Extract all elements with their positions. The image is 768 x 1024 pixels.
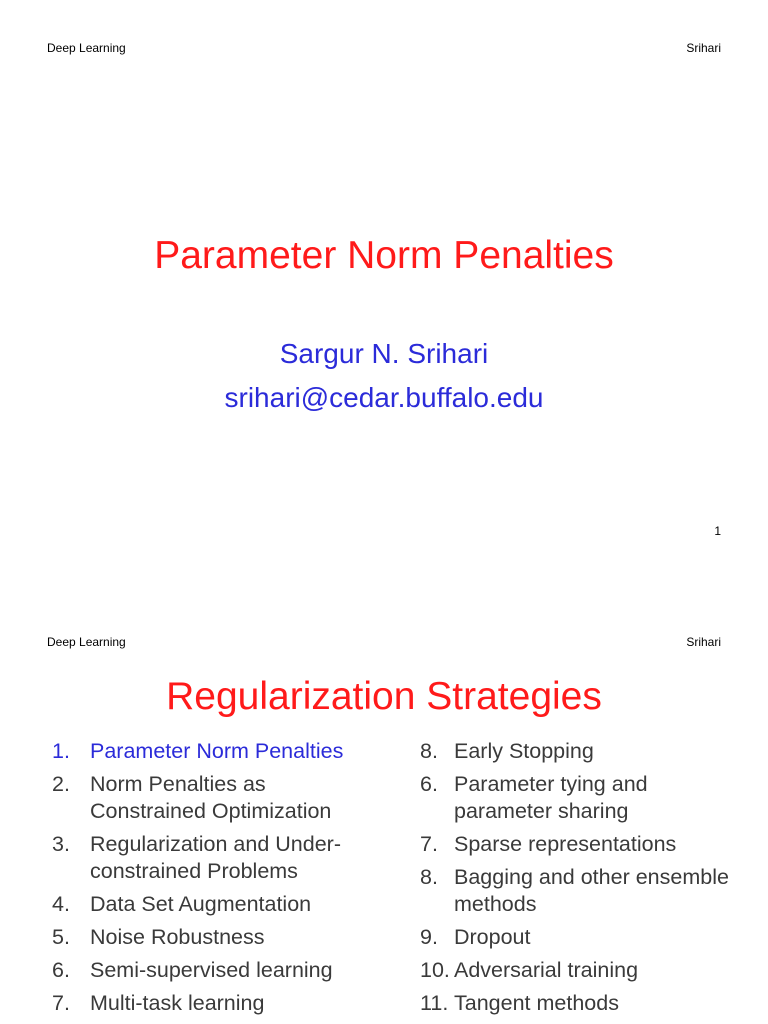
list-item-label: Multi-task learning (90, 991, 265, 1015)
list-item-number: 1. (52, 739, 70, 763)
slide-2 (0, 590, 768, 1024)
list-item (420, 924, 750, 951)
header-author: Srihari (686, 635, 721, 649)
list-item-label: Early Stopping (454, 739, 594, 763)
header-course: Deep Learning (47, 41, 126, 55)
header-author: Srihari (686, 41, 721, 55)
list-item-number: 8. (420, 865, 438, 889)
list-item-label: Parameter tying and parameter sharing (454, 772, 648, 823)
list-item (52, 738, 382, 765)
list-item-label: Data Set Augmentation (90, 892, 312, 916)
list-item-number: 6. (52, 958, 70, 982)
list-item-number: 4. (52, 892, 70, 916)
list-item (52, 990, 382, 1017)
list-item (420, 831, 750, 858)
list-item (52, 771, 382, 825)
header-course: Deep Learning (47, 635, 126, 649)
list-item-number: 10. (420, 958, 450, 982)
list-item-number: 9. (420, 925, 438, 949)
list-item (52, 831, 382, 885)
list-item (420, 738, 750, 765)
list-item-label: Parameter Norm Penalties (90, 739, 344, 763)
list-item-label: Regularization and Under-constrained Problems (90, 832, 341, 883)
list-item (52, 957, 382, 984)
list-item-number: 8. (420, 739, 438, 763)
page-number: 1 (714, 524, 721, 538)
slide-title: Regularization Strategies (166, 675, 602, 718)
list-item (420, 990, 750, 1017)
list-item-label: Adversarial training (454, 958, 639, 982)
author-name: Sargur N. Srihari (279, 338, 489, 369)
list-item-label: Dropout (454, 925, 531, 949)
list-item (420, 771, 750, 825)
list-item-label: Sparse representations (454, 832, 677, 856)
list-item-number: 7. (52, 991, 70, 1015)
list-item-label: Semi-supervised learning (90, 958, 333, 982)
list-item-label: Bagging and other ensemble methods (454, 865, 729, 916)
slide-title: Parameter Norm Penalties (154, 234, 614, 277)
list-item (420, 864, 750, 918)
list-item-number: 11. (420, 991, 449, 1015)
strategy-list-right (420, 738, 750, 1023)
author-email: srihari@cedar.buffalo.edu (224, 382, 544, 413)
list-item-number: 7. (420, 832, 438, 856)
list-item-number: 5. (52, 925, 70, 949)
list-item-number: 6. (420, 772, 438, 796)
list-item (420, 957, 750, 984)
list-item (52, 891, 382, 918)
list-item (52, 924, 382, 951)
list-item-label: Tangent methods (454, 991, 619, 1015)
strategy-list-left (52, 738, 382, 1023)
list-item-number: 2. (52, 772, 70, 796)
list-item-label: Noise Robustness (90, 925, 265, 949)
list-item-label: Norm Penalties as Constrained Optimization (90, 772, 332, 823)
list-item-number: 3. (52, 832, 70, 856)
